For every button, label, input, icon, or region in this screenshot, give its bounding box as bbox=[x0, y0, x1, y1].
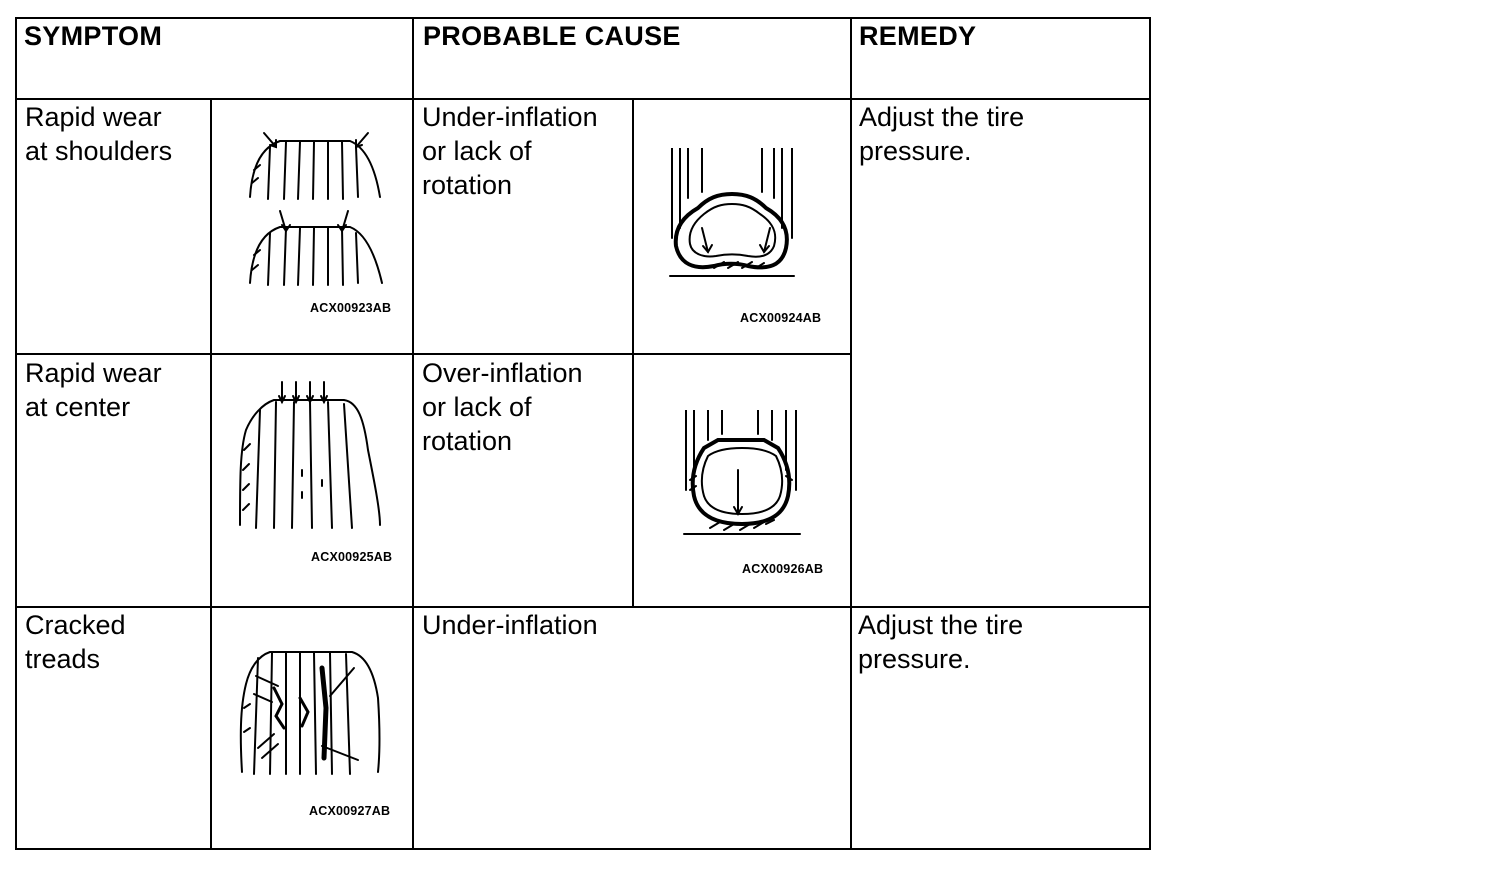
row3-cause-line1: Under-inflation bbox=[422, 610, 598, 640]
row2-cause-figure-code: ACX00926AB bbox=[742, 562, 824, 576]
row2-symptom-line1: Rapid wear bbox=[25, 358, 162, 388]
header-remedy: REMEDY bbox=[859, 21, 977, 51]
row2-cause-line1: Over-inflation bbox=[422, 358, 583, 388]
row3-remedy-text bbox=[858, 608, 1023, 676]
row1-symptom-line1: Rapid wear bbox=[25, 102, 162, 132]
row1-cause-line1: Under-inflation bbox=[422, 102, 598, 132]
row2-symptom-text bbox=[25, 356, 162, 424]
header-symptom: SYMPTOM bbox=[24, 21, 163, 51]
row3-remedy-line2: pressure. bbox=[858, 644, 971, 674]
row2-cause-text bbox=[422, 356, 583, 458]
row1-cause-line2: or lack of bbox=[422, 136, 532, 166]
row3-remedy-line1: Adjust the tire bbox=[858, 610, 1024, 640]
row2-cause-line2: or lack of bbox=[422, 392, 532, 422]
row1-symptom-text bbox=[25, 100, 172, 168]
tire-overinflated-section-icon bbox=[682, 410, 802, 538]
row3-symptom-figure-code: ACX00927AB bbox=[309, 804, 391, 818]
row1-cause-line3: rotation bbox=[422, 170, 513, 200]
row3-symptom-text bbox=[25, 608, 126, 676]
row3-symptom-line2: treads bbox=[25, 644, 101, 674]
tire-underinflated-section-icon bbox=[668, 148, 798, 280]
row2-cause-line3: rotation bbox=[422, 426, 513, 456]
tire-center-wear-icon bbox=[234, 380, 384, 530]
row1-cause-text bbox=[422, 100, 598, 202]
row1-remedy-line1: Adjust the tire bbox=[859, 102, 1025, 132]
header-probable-cause: PROBABLE CAUSE bbox=[423, 21, 681, 51]
row3-cause-text bbox=[422, 608, 598, 642]
tire-cracked-tread-icon bbox=[234, 648, 384, 776]
row1-symptom-figure-code: ACX00923AB bbox=[310, 301, 392, 315]
row2-symptom-line2: at center bbox=[25, 392, 131, 422]
tire-shoulder-wear-icon bbox=[240, 125, 390, 295]
row1-remedy-line2: pressure. bbox=[859, 136, 972, 166]
row2-symptom-figure-code: ACX00925AB bbox=[311, 550, 393, 564]
row3-symptom-line1: Cracked bbox=[25, 610, 126, 640]
row1-remedy-text bbox=[859, 100, 1024, 168]
row1-symptom-line2: at shoulders bbox=[25, 136, 173, 166]
row1-cause-figure-code: ACX00924AB bbox=[740, 311, 822, 325]
